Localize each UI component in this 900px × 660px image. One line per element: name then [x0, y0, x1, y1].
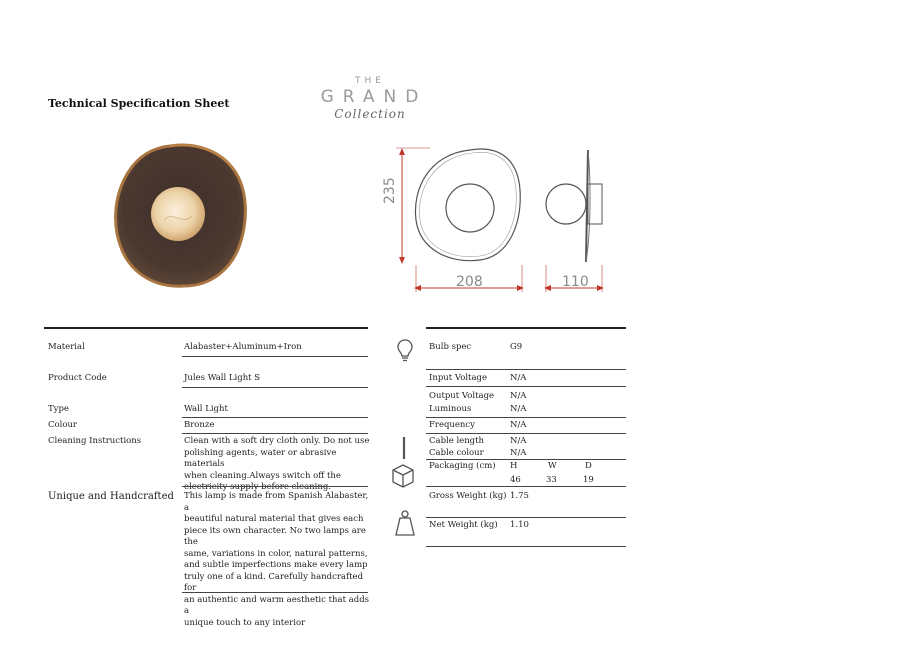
gross-weight-label: Gross Weight (kg) — [429, 491, 507, 501]
cleaning-line: when cleaning.Always switch off the — [184, 470, 341, 481]
gross-weight-value: 1.75 — [510, 491, 529, 501]
pack-w-label: W — [548, 461, 557, 471]
product-code-value: Jules Wall Light S — [184, 373, 261, 383]
material-value: Alabaster+Aluminum+Iron — [184, 342, 302, 352]
brand-sub: Collection — [334, 107, 406, 121]
unique-line: beautiful natural material that gives each — [184, 514, 364, 524]
row-divider — [182, 433, 368, 434]
brand-main: GRAND — [320, 87, 428, 107]
bulb-icon — [396, 338, 414, 364]
type-value: Wall Light — [184, 404, 228, 414]
input-voltage-value: N/A — [510, 373, 527, 383]
row-divider — [182, 356, 368, 357]
unique-line: unique touch to any interior — [184, 617, 306, 628]
row-divider — [182, 417, 368, 418]
input-voltage-label: Input Voltage — [429, 373, 488, 383]
material-label: Material — [48, 342, 85, 352]
net-weight-label: Net Weight (kg) — [429, 520, 498, 530]
product-code-label: Product Code — [48, 373, 107, 383]
unique-line: an authentic and warm aesthetic that adds a — [184, 594, 369, 616]
output-voltage-label: Output Voltage — [429, 391, 495, 401]
cable-length-label: Cable length — [429, 436, 485, 446]
luminous-label: Luminous — [429, 404, 472, 414]
packaging-label: Packaging (cm) — [429, 461, 496, 471]
page-title: Technical Specification Sheet — [48, 97, 230, 110]
unique-line: same, variations in color, natural patterns, — [184, 548, 368, 559]
row-divider — [426, 486, 626, 487]
brand-logo — [300, 76, 440, 121]
row-divider — [182, 387, 368, 388]
pack-h-label: H — [510, 461, 518, 471]
unique-line: and subtle imperfections make every lamp — [184, 560, 368, 570]
cable-icon — [400, 436, 408, 460]
cleaning-text — [184, 436, 374, 494]
technical-drawing — [390, 140, 630, 300]
output-voltage-value: N/A — [510, 391, 527, 401]
depth-dimension: 110 — [562, 274, 589, 290]
luminous-value: N/A — [510, 404, 527, 414]
width-dimension: 208 — [456, 274, 483, 290]
net-weight-value: 1.10 — [510, 520, 529, 530]
cable-length-value: N/A — [510, 436, 527, 446]
product-photo — [112, 140, 252, 292]
height-dimension: 235 — [382, 177, 398, 204]
unique-text — [184, 491, 374, 629]
row-divider — [182, 592, 368, 593]
unique-line: truly one of a kind. Carefully handcrafted for — [184, 571, 364, 593]
row-divider — [426, 546, 626, 547]
row-divider — [182, 486, 368, 487]
cleaning-label: Cleaning Instructions — [48, 436, 142, 446]
unique-label: Unique and Handcrafted — [48, 491, 174, 502]
cable-colour-value: N/A — [510, 448, 527, 458]
row-divider — [426, 459, 626, 460]
row-divider — [426, 386, 626, 387]
cable-colour-label: Cable colour — [429, 448, 484, 458]
frequency-label: Frequency — [429, 420, 475, 430]
pack-h-value: 46 — [510, 475, 521, 485]
row-divider — [426, 369, 626, 370]
weight-icon — [394, 509, 416, 537]
package-box-icon — [391, 463, 415, 489]
pack-w-value: 33 — [546, 475, 557, 485]
row-divider — [426, 417, 626, 418]
brand-top: THE — [355, 76, 385, 86]
type-label: Type — [48, 404, 69, 414]
cleaning-line: Clean with a soft dry cloth only. Do not use — [184, 436, 370, 446]
pack-d-label: D — [585, 461, 592, 471]
left-table-top-rule — [44, 327, 368, 329]
bulb-value: G9 — [510, 342, 523, 352]
cleaning-line: electricity supply before cleaning. — [184, 482, 331, 492]
pack-d-value: 19 — [583, 475, 594, 485]
colour-value: Bronze — [184, 420, 215, 430]
colour-label: Colour — [48, 420, 77, 430]
bulb-label: Bulb spec — [429, 342, 472, 352]
unique-line: This lamp is made from Spanish Alabaster, a — [184, 491, 369, 513]
right-table-top-rule — [426, 327, 626, 329]
row-divider — [426, 517, 626, 518]
cleaning-line: polishing agents, water or abrasive materials — [184, 447, 337, 469]
row-divider — [426, 433, 626, 434]
unique-line: piece its own character. No two lamps are the — [184, 525, 366, 547]
frequency-value: N/A — [510, 420, 527, 430]
